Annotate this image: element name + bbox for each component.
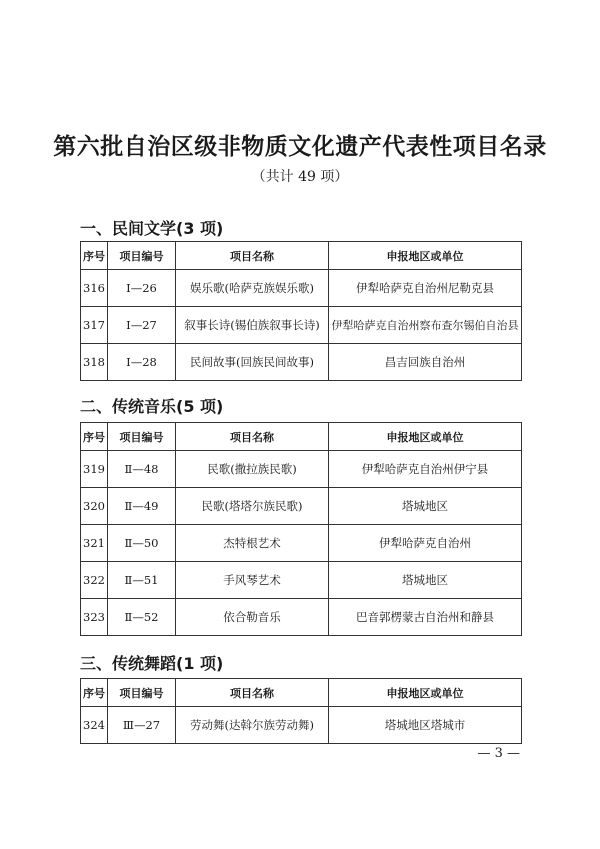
cell-name: 手风琴艺术	[176, 562, 329, 599]
cell-code: Ⅰ—27	[108, 307, 176, 344]
cell-code: Ⅱ—48	[108, 451, 176, 488]
cell-name: 民歌(塔塔尔族民歌)	[176, 488, 329, 525]
header-region: 申报地区或单位	[329, 242, 522, 270]
section-heading-folk-literature: 一、民间文学(3 项)	[80, 219, 224, 238]
table-row	[81, 307, 522, 344]
table-header-row	[81, 423, 522, 451]
traditional-music-table	[80, 422, 522, 636]
cell-name: 杰特根艺术	[176, 525, 329, 562]
table-header-row	[81, 242, 522, 270]
table-row	[81, 707, 522, 744]
header-code: 项目编号	[108, 242, 176, 270]
header-region: 申报地区或单位	[329, 423, 522, 451]
folk-literature-table	[80, 241, 522, 381]
cell-code: Ⅰ—28	[108, 344, 176, 381]
cell-seq: 322	[81, 562, 108, 599]
cell-seq: 324	[81, 707, 108, 744]
section-heading-traditional-music: 二、传统音乐(5 项)	[80, 397, 224, 416]
header-name: 项目名称	[176, 423, 329, 451]
cell-name: 民歌(撒拉族民歌)	[176, 451, 329, 488]
cell-seq: 317	[81, 307, 108, 344]
header-seq: 序号	[81, 679, 108, 707]
cell-region: 伊犁哈萨克自治州伊宁县	[329, 451, 522, 488]
cell-name: 娱乐歌(哈萨克族娱乐歌)	[176, 270, 329, 307]
page-number	[0, 746, 600, 761]
traditional-dance-table	[80, 678, 522, 744]
cell-region: 塔城地区	[329, 488, 522, 525]
cell-region: 巴音郭楞蒙古自治州和静县	[329, 599, 522, 636]
cell-region: 塔城地区塔城市	[329, 707, 522, 744]
header-name: 项目名称	[176, 679, 329, 707]
header-code: 项目编号	[108, 423, 176, 451]
cell-region: 伊犁哈萨克自治州尼勒克县	[329, 270, 522, 307]
document-subtitle: （共计 49 项）	[251, 169, 349, 185]
cell-name: 叙事长诗(锡伯族叙事长诗)	[176, 307, 329, 344]
cell-region: 昌吉回族自治州	[329, 344, 522, 381]
table-row	[81, 451, 522, 488]
cell-code: Ⅱ—50	[108, 525, 176, 562]
cell-name: 依合勒音乐	[176, 599, 329, 636]
cell-name: 民间故事(回族民间故事)	[176, 344, 329, 381]
cell-code: Ⅰ—26	[108, 270, 176, 307]
document-title: 第六批自治区级非物质文化遗产代表性项目名录	[53, 133, 547, 160]
cell-region: 伊犁哈萨克自治州	[329, 525, 522, 562]
cell-seq: 321	[81, 525, 108, 562]
table-row	[81, 525, 522, 562]
cell-seq: 320	[81, 488, 108, 525]
cell-region: 伊犁哈萨克自治州察布查尔锡伯自治县	[329, 307, 522, 344]
cell-seq: 319	[81, 451, 108, 488]
cell-code: Ⅱ—51	[108, 562, 176, 599]
cell-code: Ⅲ—27	[108, 707, 176, 744]
cell-seq: 318	[81, 344, 108, 381]
header-code: 项目编号	[108, 679, 176, 707]
page-number-text: — 3 —	[477, 746, 520, 761]
cell-seq: 316	[81, 270, 108, 307]
table-row	[81, 488, 522, 525]
header-seq: 序号	[81, 423, 108, 451]
cell-name: 劳动舞(达斡尔族劳动舞)	[176, 707, 329, 744]
header-region: 申报地区或单位	[329, 679, 522, 707]
table-row	[81, 599, 522, 636]
header-seq: 序号	[81, 242, 108, 270]
table-row	[81, 270, 522, 307]
header-name: 项目名称	[176, 242, 329, 270]
table-row	[81, 562, 522, 599]
cell-code: Ⅱ—49	[108, 488, 176, 525]
table-row	[81, 344, 522, 381]
cell-code: Ⅱ—52	[108, 599, 176, 636]
cell-seq: 323	[81, 599, 108, 636]
section-heading-traditional-dance: 三、传统舞蹈(1 项)	[80, 654, 224, 673]
table-header-row	[81, 679, 522, 707]
cell-region: 塔城地区	[329, 562, 522, 599]
